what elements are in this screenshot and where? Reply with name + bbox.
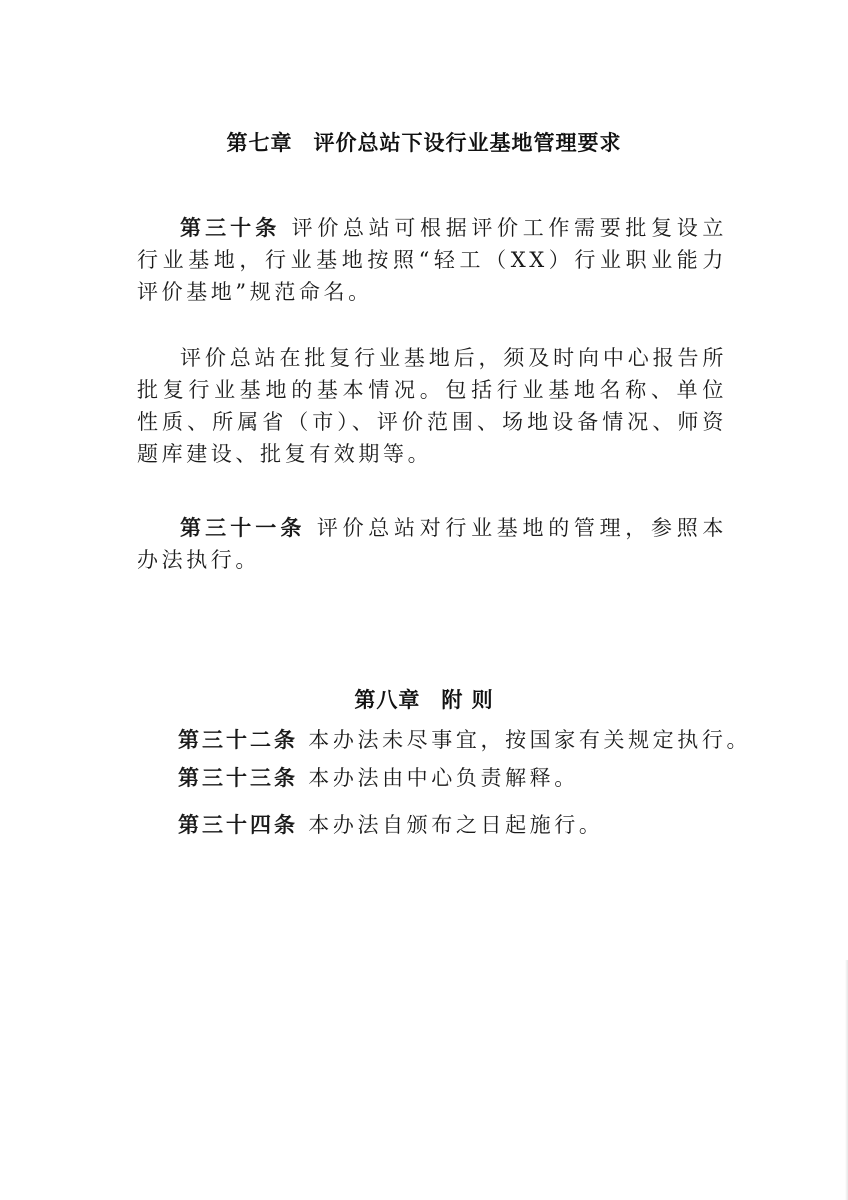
chapter-7-number: 第七章 xyxy=(226,131,293,155)
article-34 xyxy=(178,809,603,841)
article-30 xyxy=(137,212,727,308)
chapter-8-number: 第八章 xyxy=(354,688,421,712)
chapter-7-heading xyxy=(0,127,848,157)
chapter-8-title: 附 则 xyxy=(441,688,494,712)
article-33-text: 本办法由中心负责解释。 xyxy=(308,766,579,790)
article-30-paragraph-2 xyxy=(137,342,727,470)
article-31 xyxy=(137,512,727,576)
article-30-paragraph-2-text: 评价总站在批复行业基地后，须及时向中心报告所批复行业基地的基本情况。包括行业基地名称、单位性质、所属省（市）、评价范围、场地设备情况、师资题库建设、批复有效期等。 xyxy=(137,346,727,466)
article-30-number: 第三十条 xyxy=(180,216,281,240)
article-32-number: 第三十二条 xyxy=(178,728,298,752)
article-32-text: 本办法未尽事宜，按国家有关规定执行。 xyxy=(308,728,752,752)
article-31-text: 评价总站对行业基地的管理，参照本办法执行。 xyxy=(137,516,728,572)
article-32 xyxy=(178,724,751,756)
article-33-number: 第三十三条 xyxy=(178,766,298,790)
article-34-number: 第三十四条 xyxy=(178,813,298,837)
chapter-7-title: 评价总站下设行业基地管理要求 xyxy=(313,131,622,155)
article-30-text: 评价总站可根据评价工作需要批复设立行业基地，行业基地按照“轻工（XX）行业职业能力评价基地”规范命名。 xyxy=(137,216,728,304)
chapter-8-heading xyxy=(0,684,848,714)
article-31-number: 第三十一条 xyxy=(180,516,306,540)
article-33 xyxy=(178,762,579,794)
article-34-text: 本办法自颁布之日起施行。 xyxy=(308,813,604,837)
